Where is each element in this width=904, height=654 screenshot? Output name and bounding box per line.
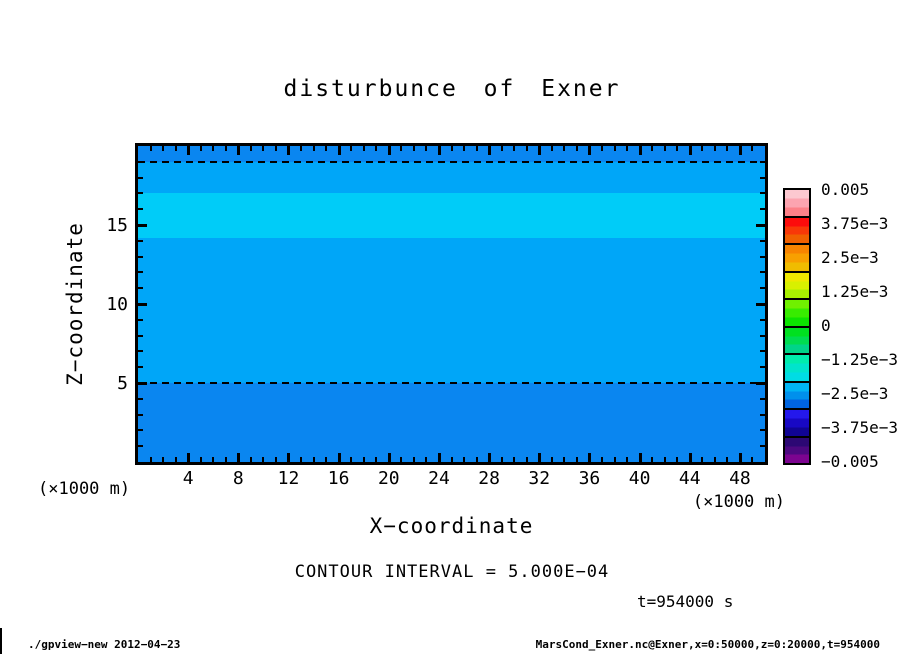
x-tick-top xyxy=(726,146,728,151)
colorbar-tick-label: 3.75e−3 xyxy=(821,214,889,233)
x-tick-bottom xyxy=(563,457,565,462)
x-tick-top xyxy=(187,146,190,155)
x-tick-bottom xyxy=(501,457,503,462)
colorbar-cell xyxy=(785,190,809,218)
x-tick-bottom xyxy=(338,453,341,462)
x-tick-top xyxy=(300,146,302,151)
x-tick-top xyxy=(175,146,177,151)
x-tick-bottom xyxy=(262,457,264,462)
footer-source: MarsCond_Exner.nc@Exner,x=0:50000,z=0:20000,t=954000 xyxy=(535,638,880,651)
colorbar-cell xyxy=(785,218,809,246)
x-tick-top xyxy=(425,146,427,151)
x-tick-bottom xyxy=(739,453,742,462)
colorbar-tick-label: 0 xyxy=(821,316,831,335)
x-tick-bottom xyxy=(438,453,441,462)
x-tick-bottom xyxy=(601,457,603,462)
colorbar-tick-label: −0.005 xyxy=(821,452,879,471)
z-tick-left xyxy=(138,192,143,194)
x-tick-top xyxy=(526,146,528,151)
x-tick-bottom xyxy=(576,457,578,462)
x-tick-top xyxy=(476,146,478,151)
x-tick-label: 8 xyxy=(232,468,244,489)
x-tick-bottom xyxy=(751,457,753,462)
contour-band-upper-mid-layer xyxy=(138,162,765,195)
colorbar-cell xyxy=(785,328,809,356)
x-tick-top xyxy=(375,146,377,151)
z-tick-left xyxy=(138,161,143,163)
colorbar-tick-label: −3.75e−3 xyxy=(821,418,899,437)
z-tick-left xyxy=(138,240,143,242)
x-tick-top xyxy=(150,146,152,151)
x-tick-label: 48 xyxy=(729,468,751,489)
x-tick-bottom xyxy=(726,457,728,462)
z-tick-left xyxy=(138,429,143,431)
x-tick-top xyxy=(551,146,553,151)
x-tick-top xyxy=(614,146,616,151)
x-tick-top xyxy=(714,146,716,151)
x-tick-bottom xyxy=(325,457,327,462)
z-tick-left xyxy=(138,177,143,179)
x-tick-bottom xyxy=(488,453,491,462)
x-tick-bottom xyxy=(676,457,678,462)
z-tick-left xyxy=(138,350,143,352)
colorbar-cell xyxy=(785,410,809,438)
x-tick-label: 20 xyxy=(377,468,400,489)
x-tick-top xyxy=(162,146,164,151)
z-tick-right xyxy=(760,414,765,416)
x-tick-top xyxy=(413,146,415,151)
x-axis-units: (×1000 m) xyxy=(692,492,785,512)
z-tick-right xyxy=(760,208,765,210)
x-tick-label: 28 xyxy=(478,468,500,489)
x-tick-bottom xyxy=(212,457,214,462)
x-tick-label: 4 xyxy=(182,468,194,489)
z-tick-right xyxy=(756,382,765,385)
colorbar-tick-label: −1.25e−3 xyxy=(821,350,899,369)
x-tick-top xyxy=(287,146,290,155)
x-tick-top xyxy=(701,146,703,151)
x-tick-label: 36 xyxy=(578,468,601,489)
x-tick-top xyxy=(225,146,227,151)
x-tick-top xyxy=(538,146,541,155)
x-tick-bottom xyxy=(551,457,553,462)
z-tick-right xyxy=(760,350,765,352)
x-tick-bottom xyxy=(250,457,252,462)
x-tick-top xyxy=(676,146,678,151)
z-tick-left xyxy=(138,414,143,416)
contour-band-bright-layer xyxy=(138,193,765,238)
x-tick-bottom xyxy=(689,453,692,462)
z-tick-left xyxy=(138,224,147,227)
colorbar xyxy=(783,188,811,465)
x-tick-top xyxy=(751,146,753,151)
z-axis-label-text: Z−coordinate xyxy=(63,222,87,386)
chart-title: disturbunce of Exner xyxy=(283,76,621,102)
x-tick-top xyxy=(250,146,252,151)
x-tick-bottom xyxy=(476,457,478,462)
z-axis-units: (×1000 m) xyxy=(38,479,131,499)
x-tick-bottom xyxy=(287,453,290,462)
z-tick-right xyxy=(760,192,765,194)
x-tick-bottom xyxy=(237,453,240,462)
x-tick-top xyxy=(237,146,240,155)
x-tick-bottom xyxy=(614,457,616,462)
x-tick-label: 40 xyxy=(628,468,651,489)
contour-band-bottom-layer xyxy=(138,383,765,463)
x-tick-bottom xyxy=(451,457,453,462)
x-tick-bottom xyxy=(350,457,352,462)
x-tick-bottom xyxy=(664,457,666,462)
x-tick-bottom xyxy=(513,457,515,462)
x-tick-bottom xyxy=(651,457,653,462)
x-tick-top xyxy=(438,146,441,155)
x-tick-top xyxy=(463,146,465,151)
x-tick-top xyxy=(262,146,264,151)
x-tick-bottom xyxy=(150,457,152,462)
z-tick-left xyxy=(138,382,147,385)
z-tick-left xyxy=(138,319,143,321)
z-tick-right xyxy=(760,398,765,400)
z-tick-left xyxy=(138,398,143,400)
x-axis-label: X−coordinate xyxy=(369,514,534,538)
x-tick-top xyxy=(313,146,315,151)
x-tick-top xyxy=(200,146,202,151)
contour-interval-text: CONTOUR INTERVAL = 5.000E−04 xyxy=(294,562,610,582)
x-tick-bottom xyxy=(463,457,465,462)
x-tick-bottom xyxy=(225,457,227,462)
colorbar-cell xyxy=(785,383,809,411)
x-tick-top xyxy=(338,146,341,155)
colorbar-cell xyxy=(785,273,809,301)
x-tick-top xyxy=(325,146,327,151)
z-tick-right xyxy=(760,256,765,258)
z-tick-right xyxy=(760,335,765,337)
x-tick-bottom xyxy=(363,457,365,462)
z-tick-right xyxy=(760,319,765,321)
z-tick-right xyxy=(756,224,765,227)
x-tick-label: 24 xyxy=(428,468,450,489)
z-tick-right xyxy=(760,161,765,163)
x-tick-top xyxy=(513,146,515,151)
colorbar-tick-label: 0.005 xyxy=(821,180,870,199)
z-tick-left xyxy=(138,366,143,368)
x-tick-top xyxy=(689,146,692,155)
x-tick-top xyxy=(739,146,742,155)
x-tick-bottom xyxy=(701,457,703,462)
z-tick-left xyxy=(138,335,143,337)
x-tick-bottom xyxy=(538,453,541,462)
x-tick-bottom xyxy=(413,457,415,462)
z-tick-right xyxy=(760,445,765,447)
x-tick-top xyxy=(664,146,666,151)
x-tick-bottom xyxy=(275,457,277,462)
colorbar-tick-label: 2.5e−3 xyxy=(821,248,879,267)
footer-command: ./gpview−new 2012−04−23 xyxy=(28,638,181,651)
z-tick-right xyxy=(760,271,765,273)
x-tick-label: 32 xyxy=(528,468,551,489)
x-tick-top xyxy=(588,146,591,155)
x-tick-bottom xyxy=(200,457,202,462)
z-tick-right xyxy=(760,366,765,368)
z-tick-left xyxy=(138,445,143,447)
x-tick-top xyxy=(488,146,491,155)
x-tick-top xyxy=(501,146,503,151)
x-tick-top xyxy=(400,146,402,151)
x-tick-top xyxy=(651,146,653,151)
x-tick-top xyxy=(563,146,565,151)
z-tick-label: 15 xyxy=(106,215,128,236)
z-tick-left xyxy=(138,208,143,210)
dashed-contour-line xyxy=(138,161,765,163)
colorbar-tick-label: 1.25e−3 xyxy=(821,282,889,301)
window-edge-mark xyxy=(0,628,2,654)
x-tick-label: 12 xyxy=(277,468,300,489)
x-tick-bottom xyxy=(375,457,377,462)
x-tick-bottom xyxy=(162,457,164,462)
x-tick-top xyxy=(576,146,578,151)
colorbar-cell xyxy=(785,300,809,328)
x-tick-label: 16 xyxy=(327,468,350,489)
dashed-contour-line xyxy=(138,382,765,384)
contour-band-mid-layer xyxy=(138,238,765,384)
z-tick-left xyxy=(138,256,143,258)
x-tick-bottom xyxy=(626,457,628,462)
x-tick-bottom xyxy=(588,453,591,462)
colorbar-cell xyxy=(785,245,809,273)
x-tick-label: 44 xyxy=(678,468,701,489)
x-tick-top xyxy=(626,146,628,151)
z-tick-right xyxy=(760,177,765,179)
z-tick-right xyxy=(756,303,765,306)
x-tick-bottom xyxy=(175,457,177,462)
x-tick-bottom xyxy=(714,457,716,462)
z-tick-label: 5 xyxy=(117,373,128,394)
plot-area xyxy=(135,143,768,465)
z-tick-right xyxy=(760,240,765,242)
x-tick-top xyxy=(350,146,352,151)
colorbar-cell xyxy=(785,438,809,464)
colorbar-cell xyxy=(785,355,809,383)
x-tick-bottom xyxy=(388,453,391,462)
x-tick-bottom xyxy=(425,457,427,462)
x-tick-top xyxy=(388,146,391,155)
colorbar-tick-label: −2.5e−3 xyxy=(821,384,889,403)
x-tick-bottom xyxy=(639,453,642,462)
x-tick-top xyxy=(639,146,642,155)
x-tick-bottom xyxy=(313,457,315,462)
x-tick-bottom xyxy=(526,457,528,462)
x-tick-bottom xyxy=(400,457,402,462)
z-tick-label: 10 xyxy=(106,294,128,315)
x-tick-bottom xyxy=(187,453,190,462)
z-tick-left xyxy=(138,287,143,289)
x-tick-top xyxy=(363,146,365,151)
x-tick-top xyxy=(275,146,277,151)
z-tick-left xyxy=(138,303,147,306)
x-tick-top xyxy=(212,146,214,151)
z-tick-right xyxy=(760,287,765,289)
z-tick-right xyxy=(760,429,765,431)
x-tick-bottom xyxy=(300,457,302,462)
x-tick-top xyxy=(601,146,603,151)
x-tick-top xyxy=(451,146,453,151)
time-annotation: t=954000 s xyxy=(637,592,734,611)
z-tick-left xyxy=(138,271,143,273)
